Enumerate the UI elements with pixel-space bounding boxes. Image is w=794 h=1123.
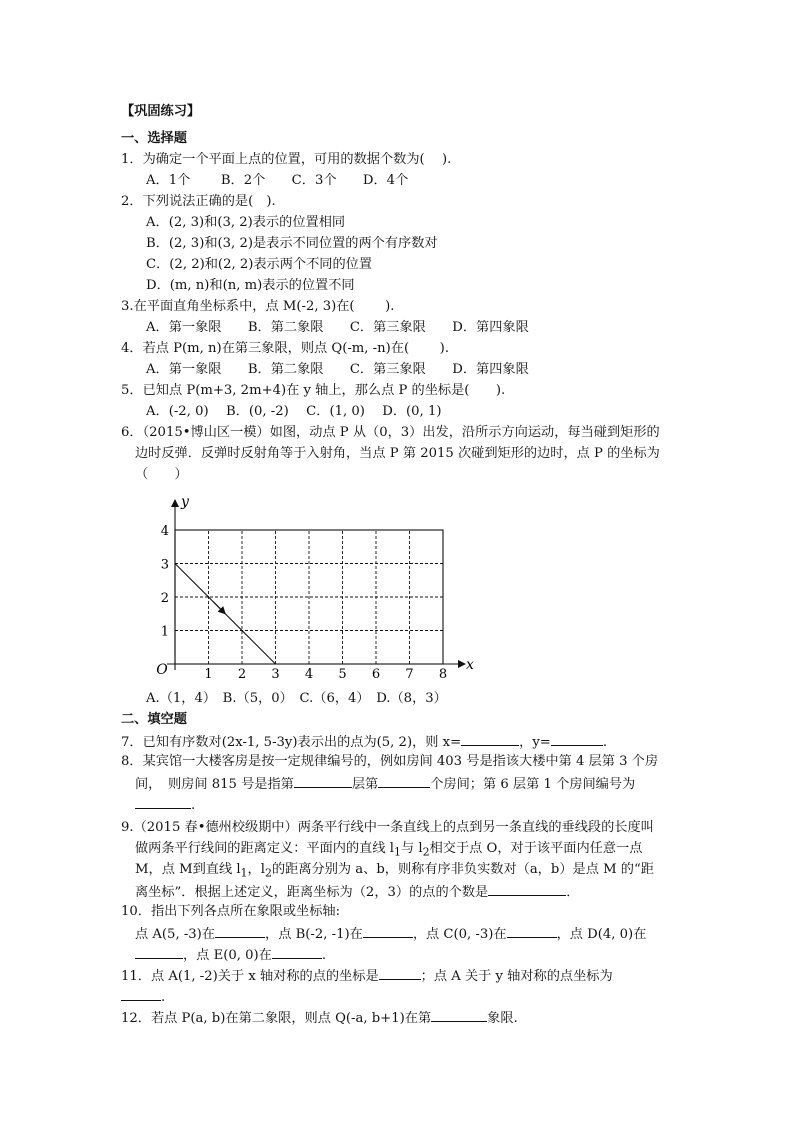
q8-line-3 (135, 796, 195, 814)
q10-text-b: ，点 B(-2, -1)在 (265, 927, 363, 942)
q9-sub-1: 1 (393, 845, 401, 859)
q4-options: A．第一象限 B．第二象限 C．第三象限 D．第四象限 (146, 362, 529, 377)
q10-text-f: . (321, 948, 327, 963)
q12-text-a: 12．若点 P(a, b)在第二象限，则点 Q(-a, b+1)在第 (121, 1011, 432, 1026)
q8-text-b: 层第 (351, 777, 379, 792)
q8-blank-floor[interactable] (294, 775, 352, 788)
q10-line-2 (135, 925, 646, 943)
q8-line-2 (135, 775, 635, 793)
q9-sub-4: 2 (264, 866, 272, 880)
q9-sub-3: 1 (240, 866, 248, 880)
grid-lines (175, 530, 443, 664)
q3-options: A．第一象限 B．第二象限 C．第三象限 D．第四象限 (146, 320, 529, 335)
q9-text-g: 离坐标”．根据上述定义，距离坐标为（2，3）的点的个数是 (135, 885, 489, 900)
q7-mid: ，y= (519, 735, 551, 750)
q9-text-h: ． (566, 885, 580, 900)
q11-text-a: 11．点 A(1, -2)关于 x 轴对称的点的坐标是 (121, 969, 379, 984)
q12-blank[interactable] (431, 1009, 487, 1022)
y-tick-label-2: 2 (160, 591, 169, 606)
x-axis-label: x (466, 657, 474, 673)
q9-line-1: 9.（2015 春•德州校级期中）两条平行线中一条直线上的点到另一条直线的垂线段的长度叫 (121, 820, 654, 835)
origin-label: O (156, 662, 168, 678)
q6-line-1: 6．（2015•博山区一模）如图，动点 P 从（0，3）出发，沿所示方向运动，每当碰到矩形的 (121, 425, 660, 440)
q12-line (121, 1009, 518, 1027)
q9-text-e: ，l (247, 862, 265, 877)
x-tick-label-2: 2 (237, 667, 247, 682)
q10-text-c: ，点 C(0, -3)在 (412, 927, 507, 942)
q7-blank-y[interactable] (551, 733, 603, 746)
q5-stem: 5．已知点 P(m+3, 2m+4)在 y 轴上，那么点 P 的坐标是( ). (121, 383, 506, 398)
q10-blank-c[interactable] (507, 925, 557, 938)
x-tick-label-4: 4 (304, 667, 314, 682)
q8-text-end: . (191, 798, 196, 813)
q9-line-2 (135, 841, 642, 861)
q5-options: A．(-2, 0) B．(0, -2) C．(1, 0) D．(0, 1) (146, 404, 442, 419)
q6-line-2: 边时反弹．反弹时反射角等于入射角，当点 P 第 2015 次碰到矩形的边时，点 P 的坐标为 (135, 446, 660, 461)
q10-blank-a[interactable] (215, 925, 265, 938)
section-fill-title: 二、填空题 (121, 712, 187, 727)
q10-line-1: 10．指出下列各点所在象限或坐标轴: (121, 904, 341, 919)
q2-stem: 2．下列说法正确的是( ). (121, 194, 276, 209)
q2-option-b: B．(2, 3)和(3, 2)是表示不同位置的两个有序数对 (146, 236, 438, 251)
q11-line-1 (121, 967, 613, 985)
path-direction-arrow (213, 602, 225, 614)
x-tick-label-6: 6 (371, 667, 381, 682)
q10-text-a: 点 A(5, -3)在 (135, 927, 216, 942)
x-tick-label-5: 5 (338, 667, 347, 682)
x-tick-label-7: 7 (405, 667, 414, 682)
q2-option-c: C．(2, 2)和(2, 2)表示两个不同的位置 (146, 257, 373, 272)
q10-blank-b[interactable] (363, 925, 413, 938)
q6-line-3: （ ） (135, 467, 188, 482)
q2-option-d: D．(m, n)和(n, m)表示的位置不同 (146, 278, 355, 293)
q9-sub-2: 2 (422, 845, 430, 859)
q11-blank-y[interactable] (121, 988, 161, 1001)
q9-line-4 (135, 883, 579, 901)
q10-line-3 (135, 946, 326, 964)
x-tick-label-8: 8 (438, 667, 448, 682)
q7-post: . (602, 735, 608, 750)
q9-text-b: 与 l (400, 841, 423, 856)
q8-blank-number[interactable] (135, 796, 191, 809)
q6-options: A.（1，4） B.（5，0） C.（6，4） D.（8，3） (146, 691, 447, 706)
q12-text-b: 象限. (487, 1011, 518, 1026)
q8-text-a: 间， 则房间 815 号是指第 (135, 777, 294, 792)
coordinate-figure (140, 484, 490, 689)
q9-text-d: M，点 M到直线 l (135, 862, 241, 877)
x-tick-label-1: 1 (204, 667, 213, 682)
q9-text-f: 的距离分别为 a、b，则称有序非负实数对（a，b）是点 M 的“距 (271, 862, 654, 877)
tick-labels (156, 494, 474, 682)
path-segment (175, 564, 276, 665)
y-axis-label: y (181, 494, 189, 510)
y-tick-label-3: 3 (160, 557, 169, 573)
q10-blank-e[interactable] (272, 946, 322, 959)
section-choice-title: 一、选择题 (121, 131, 187, 146)
y-tick-label-1: 1 (160, 624, 169, 640)
q11-text-b: ；点 A 关于 y 轴对称的点坐标为 (420, 969, 613, 984)
q7-blank-x[interactable] (461, 733, 519, 746)
q10-text-d: ，点 D(4, 0)在 (556, 927, 647, 942)
q11-line-2 (121, 988, 165, 1006)
q1-stem: 1．为确定一个平面上点的位置，可用的数据个数为( ). (121, 152, 452, 167)
q8-text-c: 个房间；第 6 层第 1 个房间编号为 (430, 777, 636, 792)
q9-line-3 (135, 862, 654, 882)
q11-blank-x[interactable] (379, 967, 421, 980)
q11-text-end: . (161, 990, 166, 1005)
q4-stem: 4．若点 P(m, n)在第三象限，则点 Q(-m, -n)在( ). (121, 341, 450, 356)
axes (167, 500, 465, 670)
q2-option-a: A．(2, 3)和(3, 2)表示的位置相同 (146, 215, 346, 230)
q8-blank-room[interactable] (378, 775, 430, 788)
q3-stem: 3.在平面直角坐标系中，点 M(-2, 3)在( ). (121, 299, 395, 314)
x-tick-label-3: 3 (271, 667, 280, 682)
section-heading: 【巩固练习】 (121, 104, 201, 119)
q10-blank-d[interactable] (135, 946, 183, 959)
q7-pre: 7．已知有序数对(2x-1, 5-3y)表示出的点为(5, 2)，则 x= (121, 735, 462, 750)
q1-options: A．1个 B．2个 C．3个 D．4个 (146, 173, 409, 188)
q9-text-c: 相交于点 O，对于该平面内任意一点 (429, 841, 643, 856)
y-tick-label-4: 4 (160, 524, 169, 539)
q7-line (121, 733, 607, 751)
q9-text-a: 做两条平行线间的距离定义：平面内的直线 l (135, 841, 394, 856)
q8-line-1: 8．某宾馆一大楼客房是按一定规律编号的，例如房间 403 号是指该大楼中第 4 层第 3 个房 (121, 754, 659, 769)
q10-text-e: ，点 E(0, 0)在 (183, 948, 272, 963)
q9-blank-count[interactable] (488, 883, 566, 896)
